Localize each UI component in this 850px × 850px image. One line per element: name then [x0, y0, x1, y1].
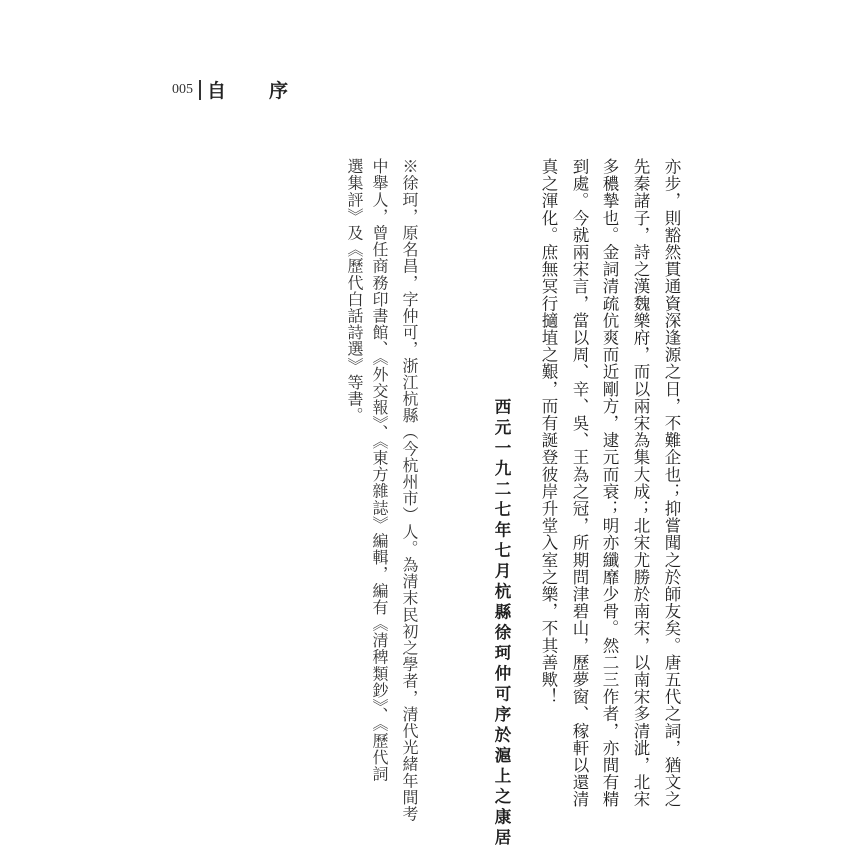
note-column: 選集評》及《歷代白話詩選》等書。 [345, 158, 364, 424]
body-column: 先秦諸子，詩之漢魏樂府，而以兩宋為集大成；北宋尤勝於南宋，以南宋多清泚，北宋 [631, 158, 650, 808]
body-column: 亦步，則豁然貫通資深逢源之日，不難企也；抑嘗聞之於師友矣。唐五代之詞，猶文之 [662, 158, 681, 808]
header-divider [199, 80, 201, 100]
note-column: 中舉人，曾任商務印書館、《外交報》、《東方雜誌》編輯，編有《清稗類鈔》、《歷代詞 [370, 158, 389, 782]
body-column: 真之渾化。庶無冥行擿埴之艱，而有誕登彼岸升堂入室之樂，不其善歟！ [539, 158, 558, 706]
body-column: 多穠摯也。金詞清疏伉爽而近剛方，逮元而衰；明亦纖靡少骨。然二三作者，亦間有精 [600, 158, 619, 808]
note-column: ※徐珂，原名昌，字仲可，浙江杭縣（今杭州市）人。為清末民初之學者，清代光緒年間考 [400, 158, 419, 822]
body-column: 到處。今就兩宋言，當以周、辛、吳、王為之冠，所期問津碧山，歷夢窗、稼軒以還清 [570, 158, 589, 808]
signature-line: 西元一九二七年七月杭縣徐珂仲可序於滬上之康居 [492, 398, 511, 849]
running-header [172, 76, 300, 103]
page-number: 005 [172, 81, 193, 97]
section-title: 自 序 [207, 80, 301, 102]
